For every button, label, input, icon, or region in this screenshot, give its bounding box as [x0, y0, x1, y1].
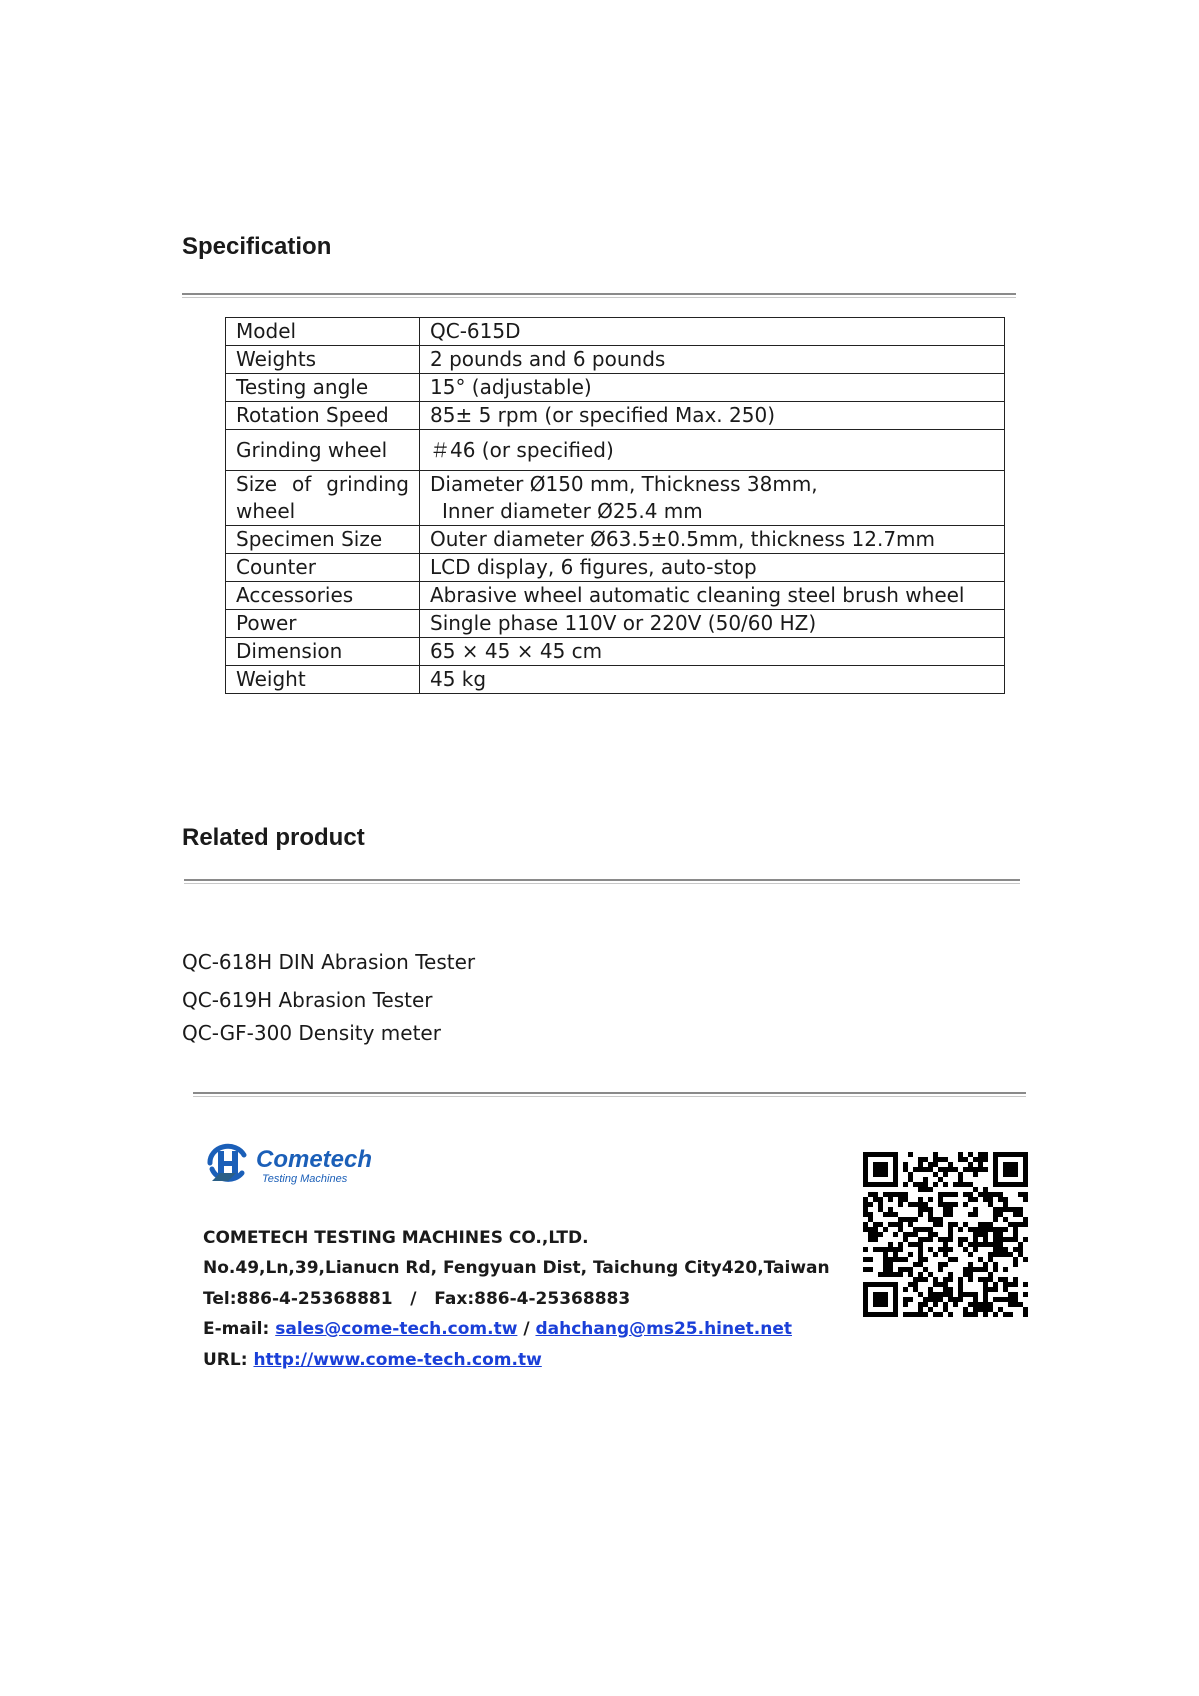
company-phone-fax: Tel:886-4-25368881 / Fax:886-4-25368883 — [203, 1289, 631, 1309]
spec-label: Testing angle — [226, 374, 420, 402]
website-link[interactable]: http://www.come-tech.com.tw — [253, 1350, 542, 1370]
spec-row-weight — [226, 666, 1005, 694]
svg-text:Testing Machines: Testing Machines — [262, 1173, 348, 1185]
spec-row-model — [226, 318, 1005, 346]
email-link-dahchang[interactable]: dahchang@ms25.hinet.net — [535, 1319, 792, 1339]
spec-label: Accessories — [226, 582, 420, 610]
spec-label: Model — [226, 318, 420, 346]
spec-value: Diameter Ø150 mm, Thickness 38mm, — [430, 472, 818, 496]
company-address: No.49,Ln,39,Lianucn Rd, Fengyuan Dist, Taichung City420,Taiwan — [203, 1258, 830, 1278]
spec-value: Single phase 110V or 220V (50/60 HZ) — [420, 610, 1005, 638]
company-logo — [204, 1137, 404, 1187]
spec-row-rotation-speed — [226, 402, 1005, 430]
spec-table — [225, 317, 1005, 694]
company-url-line — [203, 1350, 542, 1370]
spec-value-line-2: Inner diameter Ø25.4 mm — [442, 499, 703, 523]
spec-row-wheel-size — [226, 471, 1005, 526]
spec-label: Rotation Speed — [226, 402, 420, 430]
spec-value: 2 pounds and 6 pounds — [420, 346, 1005, 374]
spec-label: Specimen Size — [226, 526, 420, 554]
spec-value: ＃46 (or specified) — [420, 430, 1005, 471]
email-label: E-mail: — [203, 1319, 276, 1339]
spec-row-counter — [226, 554, 1005, 582]
spec-row-weights — [226, 346, 1005, 374]
spec-row-accessories — [226, 582, 1005, 610]
related-divider — [184, 879, 1020, 884]
spec-label: Dimension — [226, 638, 420, 666]
related-item: QC-618H DIN Abrasion Tester — [182, 950, 476, 974]
spec-divider — [182, 293, 1016, 298]
spec-row-grinding-wheel — [226, 430, 1005, 471]
spec-row-testing-angle — [226, 374, 1005, 402]
spec-value: LCD display, 6 figures, auto-stop — [420, 554, 1005, 582]
url-label: URL: — [203, 1350, 254, 1370]
spec-value: 45 kg — [420, 666, 1005, 694]
svg-text:Cometech: Cometech — [256, 1146, 373, 1173]
related-heading: Related product — [182, 824, 365, 851]
related-item: QC-GF-300 Density meter — [182, 1021, 441, 1045]
spec-label: Power — [226, 610, 420, 638]
spec-row-power — [226, 610, 1005, 638]
spec-value: 15° (adjustable) — [420, 374, 1005, 402]
spec-row-specimen-size — [226, 526, 1005, 554]
spec-label: Counter — [226, 554, 420, 582]
spec-value: 65 × 45 × 45 cm — [420, 638, 1005, 666]
spec-value: 85± 5 rpm (or specified Max. 250) — [420, 402, 1005, 430]
spec-value-multiline — [420, 471, 1005, 526]
related-item: QC-619H Abrasion Tester — [182, 988, 433, 1012]
spec-row-dimension — [226, 638, 1005, 666]
spec-value: Outer diameter Ø63.5±0.5mm, thickness 12.7mm — [420, 526, 1005, 554]
spec-label: Weight — [226, 666, 420, 694]
spec-value: QC-615D — [420, 318, 1005, 346]
qr-code — [863, 1152, 1028, 1317]
footer-divider — [193, 1092, 1026, 1097]
company-name: COMETECH TESTING MACHINES CO.,LTD. — [203, 1228, 589, 1248]
spec-label: Size of grinding wheel — [226, 471, 420, 526]
spec-heading: Specification — [182, 233, 332, 260]
spec-value: Abrasive wheel automatic cleaning steel brush wheel — [420, 582, 1005, 610]
email-link-sales[interactable]: sales@come-tech.com.tw — [275, 1319, 518, 1339]
company-email-line — [203, 1319, 792, 1339]
spec-label: Weights — [226, 346, 420, 374]
spec-label: Grinding wheel — [226, 430, 420, 471]
email-separator: / — [517, 1319, 536, 1339]
